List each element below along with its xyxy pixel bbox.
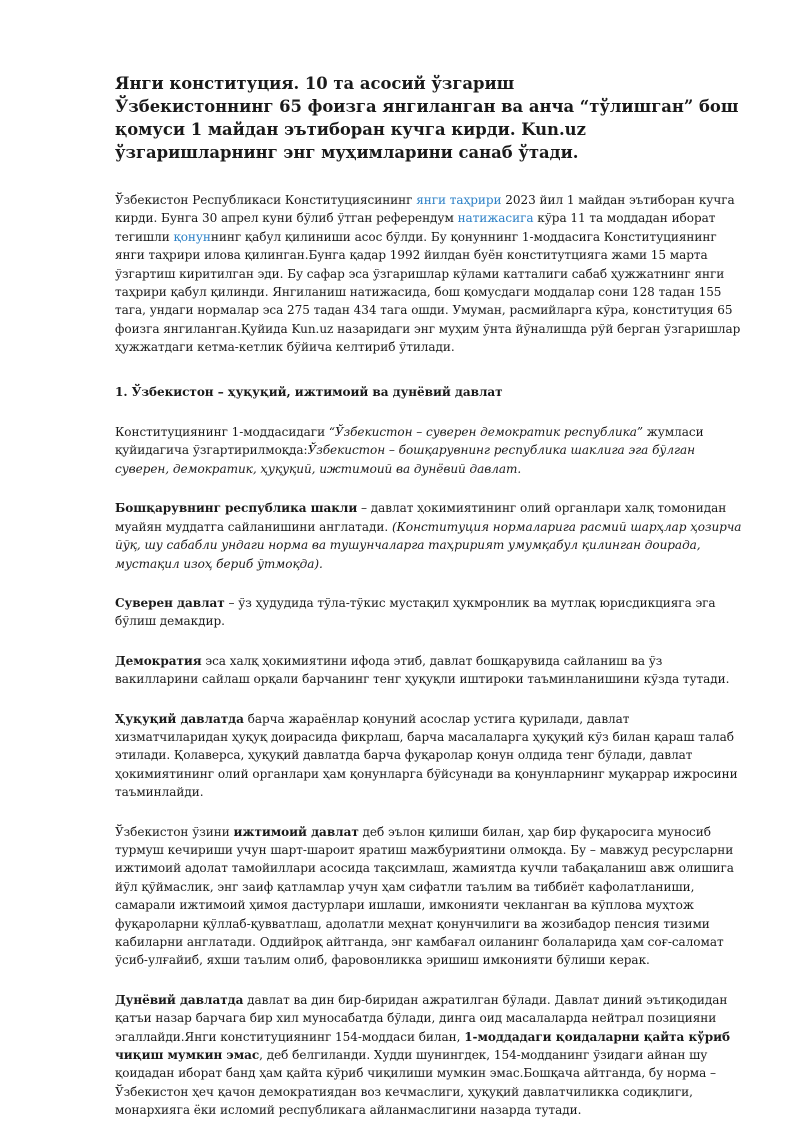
p7-text-1: давлат ва дин бир-биридан ажратилган бўлади. Давлат диний эътиқодидан қатъи назар барчага бир хил муносабатда бўлади, динга оид масалаларда нейтрал позицияни эгаллайди.Янги конституциянинг 154-моддаси билан, <box>115 992 728 1044</box>
paragraph-republic-form <box>115 499 745 573</box>
p3-text-1: – ўз ҳудудида тўла-тўкис мустақил ҳукмронлик ва мутлақ юрисдикцияга эга бўлиш демакдир. <box>115 595 716 629</box>
p1-quote-old: “Ўзбекистон – суверен демократик республика” <box>328 425 643 440</box>
p3-term: Суверен давлат <box>115 595 225 610</box>
p1-quote-new: Ўзбекистон – бошқарувнинг республика шаклига эга бўлган суверен, демократик, ҳуқуқий, ижтимоий ва дунёвий давлат. <box>115 443 696 476</box>
intro-text-3: кўра 11 та моддадан иборат тегишли <box>115 211 716 244</box>
paragraph-legal-state <box>115 710 745 802</box>
paragraph-secular-state <box>115 991 745 1120</box>
paragraph-democracy <box>115 652 745 689</box>
p4-term: Демократия <box>115 653 202 668</box>
p4-text-1: эса халқ ҳокимиятини ифода этиб, давлат бошқарувида сайланиш ва ўз вакилларини сайлаш орқали барчанинг тенг ҳуқуқли иштироки таъминланишини кўзда тутади. <box>115 653 730 687</box>
intro-text-2: 2023 йил 1 майдан эътиборан кучга кирди. Бунга 30 апрел куни бўлиб ўтган референдум <box>115 193 735 226</box>
p2-note: (Конституция нормаларига расмий шарҳлар ҳозирча йўқ, шу сабабли ундаги норма ва тушунчаларга таҳририят умумқабул қилинган доирада, мустақил изоҳ бериб ўтмоқда). <box>115 519 742 571</box>
p6-text-2: деб эълон қилиши билан, ҳар бир фуқаросига муносиб турмуш кечириши учун шарт-шароит яратиш мажбуриятини олмоқда. Бу – мавжуд ресурсларни ижтимоий адолат тамойиллари асосида тақсимлаш, жамиятда кучли табақаланиш авж олишига йўл қўймаслик, энг заиф қатламлар учун ҳам сифатли таълим ва тиббиёт кафолатланиши, самарали ижтимоий ҳимоя дастурлари ишлаши, имконияти чекланган ва кўплова муҳтож фуқароларни қўллаб-қувватлаш, адолатли меҳнат қонунчилиги ва жозибадор пенсия тизими кабиларни англатади. Оддийроқ айтганда, энг камбағал оиланинг болаларида ҳам соғ-саломат ўсиб-улғайиб, яхши таълим олиб, фаровонликка эришиш имконияти бўлиши керак. <box>115 824 734 968</box>
link-new-edition[interactable]: янги таҳрири <box>416 193 502 207</box>
p2-text-1: – давлат ҳокимиятининг олий органлари халқ томонидан муайян муддатга сайланишини англатади. <box>115 501 727 534</box>
paragraph-sovereign-state <box>115 594 745 631</box>
paragraph-article-1 <box>115 423 745 478</box>
paragraph-social-state <box>115 823 745 970</box>
p5-text-1: барча жараёнлар қонуний асослар устига қурилади, давлат хизматчиларидан ҳуқуқ доирасида фикрлаш, барча масалаларга ҳуқуқий кўз билан қараш талаб этилади. Қолаверса, ҳуқуқий давлатда барча фуқаролар қонун олдида тенг бўлади, давлат ҳокимиятининг олий органлари ҳам қонунларга бўйсунади ва қонунларнинг муқаррар ижросини таъминлайди. <box>115 711 738 800</box>
article <box>115 72 745 1120</box>
p1-text-1: Конституциянинг 1-моддасидаги <box>115 425 329 440</box>
p5-term: Ҳуқуқий давлатда <box>115 711 244 726</box>
p1-text-2: жумласи қуйидагича ўзгартирилмоқда: <box>115 425 704 458</box>
title-line-2: Ўзбекистоннинг 65 фоизга янгиланган ва анча “тўлишган” бош қомуси 1 майдан эътиборан кучга кирди. Kun.uz ўзгаришларнинг энг муҳимларини санаб ўтади. <box>115 97 739 162</box>
intro-text-1: Ўзбекистон Республикаси Конституциясининг <box>115 193 417 207</box>
p7-term: Дунёвий давлатда <box>115 992 244 1007</box>
intro-text-4: нинг қабул қилиниши асос бўлди. Бу қонуннинг 1-моддасига Конституциянинг янги таҳрири илова қилинган.Бунга қадар 1992 йилдан буён конститутцияга жами 15 марта ўзгартиш киритилган эди. Бу сафар эса ўзгаришлар кўлами катталиги сабаб ҳужжатнинг янги таҳрири қабул қилинди. Янгиланиш натижасида, бош қомусдаги моддалар сони 128 тадан 155 тага, ундаги нормалар эса 275 тадан 434 тага ошди. Умуман, расмийларга кўра, конституция 65 фоизга янгиланган.Қуйида Kun.uz назаридаги энг муҳим ўнта йўналишда рўй берган ўзгаришлар ҳужжатдаги кетма-кетлик бўйича келтириб ўтилади. <box>115 229 741 355</box>
link-law[interactable]: қонун <box>173 229 211 244</box>
article-title <box>115 72 745 164</box>
p6-term: ижтимоий давлат <box>233 824 359 839</box>
section-heading: 1. Ўзбекистон – ҳуқуқий, ижтимоий ва дунёвий давлат <box>115 384 503 399</box>
intro-paragraph <box>115 191 745 357</box>
p7-emphasis: 1-моддадаги қоидаларни қайта кўриб чиқиш мумкин эмас <box>115 1029 731 1063</box>
p2-term: Бошқарувнинг республика шакли <box>115 501 358 516</box>
link-referendum-result[interactable]: натижасига <box>457 211 534 226</box>
p7-text-2: , деб белгиланди. Худди шунингдек, 154-модданинг ўзидаги айнан шу қоидадан иборат банд ҳам қайта кўриб чиқилиши мумкин эмас.Бошқача айтганда, бу норма – Ўзбекистон ҳеч қачон демократиядан воз кечмаслиги, ҳуқуқий давлатчиликка содиқлиги, монархияга ёки исломий республикага айланмаслигини назарда тутади. <box>115 1048 716 1118</box>
p6-text-1: Ўзбекистон ўзини <box>115 824 234 839</box>
title-line-1: Янги конституция. 10 та асосий ўзгариш <box>115 74 515 93</box>
